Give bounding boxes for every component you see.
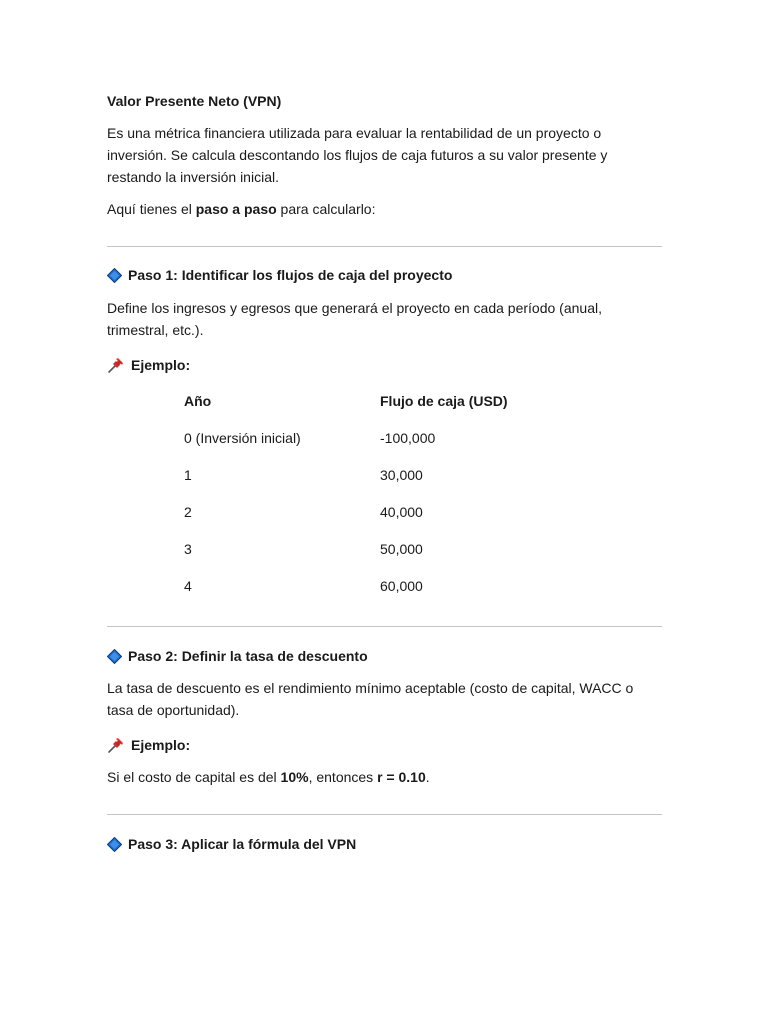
blue-diamond-icon — [107, 268, 122, 283]
step1-example-text: Ejemplo: — [131, 357, 191, 373]
step2-example-b2: r = 0.10 — [377, 769, 426, 785]
blue-diamond-icon — [107, 837, 122, 852]
lead-text-after: para calcularlo: — [276, 201, 376, 217]
step2-body: La tasa de descuento es el rendimiento mínimo aceptable (costo de capital, WACC o tasa de oportunidad). — [107, 680, 634, 718]
lead-text-bold: paso a paso — [195, 201, 277, 217]
step2-example-text: Ejemplo: — [131, 737, 191, 753]
step2-heading — [107, 645, 368, 667]
divider — [107, 814, 662, 815]
table-header-row — [184, 390, 584, 412]
step2-example-t3: . — [425, 769, 430, 785]
divider — [107, 626, 662, 627]
table-row — [184, 538, 584, 560]
table-row — [184, 501, 584, 523]
table-row — [184, 427, 584, 449]
intro-paragraph: Es una métrica financiera utilizada para evaluar la rentabilidad de un proyecto o inversión. Se calcula descontando los flujos de caja futuros a su valor presente y restando la inversión inicial. — [107, 125, 608, 185]
table-cell-flow: 50,000 — [380, 541, 423, 557]
table-cell-flow: 40,000 — [380, 504, 423, 520]
step2-example-t1: Si el costo de capital es del — [107, 769, 281, 785]
step2-example-sentence — [107, 766, 430, 788]
pushpin-icon — [107, 356, 125, 374]
pushpin-icon — [107, 736, 125, 754]
table-cell-year: 0 (Inversión inicial) — [184, 430, 301, 446]
lead-paragraph — [107, 198, 375, 220]
table-cell-year: 2 — [184, 504, 192, 520]
table-cell-year: 3 — [184, 541, 192, 557]
step2-example-t2: , entonces — [308, 769, 378, 785]
table-header-year: Año — [184, 393, 212, 409]
lead-text-before: Aquí tienes el — [107, 201, 196, 217]
step2-example-label — [107, 734, 190, 756]
table-row — [184, 575, 584, 597]
step2-example-b1: 10% — [280, 769, 309, 785]
divider — [107, 246, 662, 247]
table-cell-year: 4 — [184, 578, 192, 594]
step1-heading — [107, 264, 452, 286]
step3-heading-text: Paso 3: Aplicar la fórmula del VPN — [128, 836, 357, 852]
step2-heading-text: Paso 2: Definir la tasa de descuento — [128, 648, 368, 664]
step1-body: Define los ingresos y egresos que generará el proyecto en cada período (anual, trimestral, etc.). — [107, 300, 602, 338]
blue-diamond-icon — [107, 649, 122, 664]
table-cell-flow: -100,000 — [380, 430, 436, 446]
table-row — [184, 464, 584, 486]
doc-title: Valor Presente Neto (VPN) — [107, 93, 282, 109]
table-cell-flow: 30,000 — [380, 467, 423, 483]
step1-heading-text: Paso 1: Identificar los flujos de caja del proyecto — [128, 267, 453, 283]
table-cell-year: 1 — [184, 467, 192, 483]
table-cell-flow: 60,000 — [380, 578, 423, 594]
step3-heading — [107, 833, 356, 855]
table-header-flow: Flujo de caja (USD) — [380, 393, 508, 409]
step1-example-label — [107, 354, 190, 376]
